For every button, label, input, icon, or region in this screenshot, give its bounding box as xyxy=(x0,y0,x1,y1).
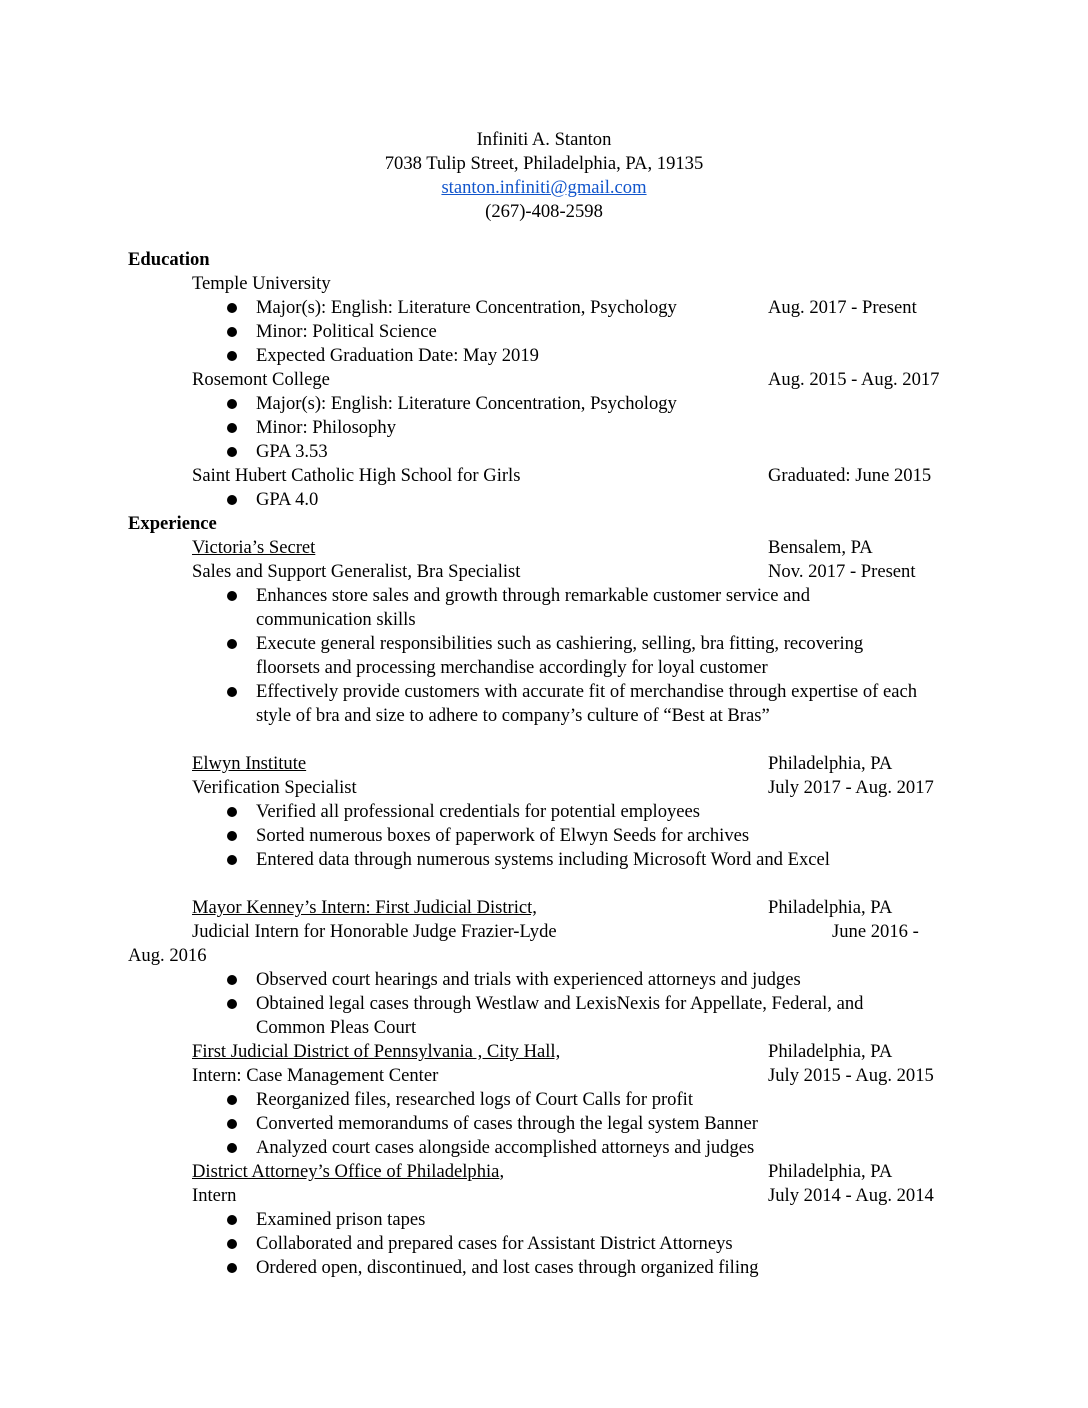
applicant-name: Infiniti A. Stanton xyxy=(476,129,612,150)
school-name: Rosemont College xyxy=(192,369,330,390)
applicant-phone: (267)-408-2598 xyxy=(485,201,603,222)
job-duty: Collaborated and prepared cases for Assistant District Attorneys xyxy=(256,1233,733,1254)
job-title: Judicial Intern for Honorable Judge Frazier-Lyde xyxy=(192,921,557,942)
school-detail: Major(s): English: Literature Concentration, Psychology xyxy=(256,297,677,318)
bullet-icon xyxy=(227,447,237,457)
bullet-icon xyxy=(227,1215,237,1225)
job-location: Philadelphia, PA xyxy=(768,753,893,774)
employer-name: Mayor Kenney’s Intern: First Judicial District, xyxy=(192,897,537,918)
bullet-icon xyxy=(227,1095,237,1105)
school-name: Temple University xyxy=(192,273,331,294)
job-date-start: June 2016 - xyxy=(832,921,919,942)
school-date: Graduated: June 2015 xyxy=(768,465,932,486)
job-title: Intern xyxy=(192,1185,237,1206)
job-location: Philadelphia, PA xyxy=(768,1041,893,1062)
job-duty: Effectively provide customers with accurate fit of merchandise through expertise of each xyxy=(256,681,918,702)
bullet-icon xyxy=(227,1143,237,1153)
bullet-icon xyxy=(227,999,237,1009)
job-date: July 2017 - Aug. 2017 xyxy=(768,777,934,798)
job-duty-continued: communication skills xyxy=(256,609,416,630)
bullet-icon xyxy=(227,831,237,841)
job-duty: Enhances store sales and growth through remarkable customer service and xyxy=(256,585,810,606)
employer-suffix: , xyxy=(499,1161,505,1182)
job-title: Verification Specialist xyxy=(192,777,357,798)
employer-name: Victoria’s Secret xyxy=(192,537,316,558)
bullet-icon xyxy=(227,399,237,409)
bullet-icon xyxy=(227,639,237,649)
school-date: Aug. 2015 - Aug. 2017 xyxy=(768,369,940,390)
job-duty: Reorganized files, researched logs of Court Calls for profit xyxy=(256,1089,693,1110)
school-detail: Minor: Philosophy xyxy=(256,417,396,438)
job-duty: Entered data through numerous systems including Microsoft Word and Excel xyxy=(256,849,830,870)
job-duty: Converted memorandums of cases through the legal system Banner xyxy=(256,1113,758,1134)
school-detail: GPA 4.0 xyxy=(256,489,319,510)
job-duty: Execute general responsibilities such as cashiering, selling, bra fitting, recovering xyxy=(256,633,864,654)
bullet-icon xyxy=(227,1119,237,1129)
bullet-icon xyxy=(227,327,237,337)
job-date: July 2014 - Aug. 2014 xyxy=(768,1185,934,1206)
bullet-icon xyxy=(227,423,237,433)
job-title: Intern: Case Management Center xyxy=(192,1065,439,1086)
bullet-icon xyxy=(227,351,237,361)
school-date: Aug. 2017 - Present xyxy=(768,297,917,318)
job-duty-continued: floorsets and processing merchandise accordingly for loyal customer xyxy=(256,657,768,678)
job-date-end: Aug. 2016 xyxy=(128,945,207,966)
employer-name: First Judicial District of Pennsylvania , City Hall, xyxy=(192,1041,561,1062)
bullet-icon xyxy=(227,975,237,985)
job-duty: Analyzed court cases alongside accomplished attorneys and judges xyxy=(256,1137,755,1158)
applicant-address: 7038 Tulip Street, Philadelphia, PA, 19135 xyxy=(384,153,704,174)
employer-name: District Attorney’s Office of Philadelphia xyxy=(192,1161,500,1182)
experience-heading: Experience xyxy=(128,513,217,534)
job-date: July 2015 - Aug. 2015 xyxy=(768,1065,934,1086)
employer-name-row xyxy=(192,1160,504,1184)
job-duty: Ordered open, discontinued, and lost cases through organized filing xyxy=(256,1257,759,1278)
job-date: Nov. 2017 - Present xyxy=(768,561,916,582)
school-detail: Major(s): English: Literature Concentration, Psychology xyxy=(256,393,677,414)
school-detail: GPA 3.53 xyxy=(256,441,328,462)
school-detail: Expected Graduation Date: May 2019 xyxy=(256,345,539,366)
bullet-icon xyxy=(227,1239,237,1249)
applicant-email-row xyxy=(0,176,1088,200)
email-link[interactable]: stanton.infiniti@gmail.com xyxy=(441,177,647,198)
job-location: Philadelphia, PA xyxy=(768,1161,893,1182)
job-duty-continued: Common Pleas Court xyxy=(256,1017,417,1038)
job-title: Sales and Support Generalist, Bra Specialist xyxy=(192,561,521,582)
job-duty-continued: style of bra and size to adhere to company’s culture of “Best at Bras” xyxy=(256,705,770,726)
job-duty: Examined prison tapes xyxy=(256,1209,426,1230)
job-duty: Obtained legal cases through Westlaw and LexisNexis for Appellate, Federal, and xyxy=(256,993,864,1014)
bullet-icon xyxy=(227,495,237,505)
bullet-icon xyxy=(227,807,237,817)
bullet-icon xyxy=(227,687,237,697)
job-duty: Sorted numerous boxes of paperwork of Elwyn Seeds for archives xyxy=(256,825,750,846)
bullet-icon xyxy=(227,1263,237,1273)
education-heading: Education xyxy=(128,249,210,270)
school-detail: Minor: Political Science xyxy=(256,321,437,342)
bullet-icon xyxy=(227,303,237,313)
job-duty: Verified all professional credentials for potential employees xyxy=(256,801,701,822)
bullet-icon xyxy=(227,855,237,865)
job-duty: Observed court hearings and trials with experienced attorneys and judges xyxy=(256,969,801,990)
bullet-icon xyxy=(227,591,237,601)
job-location: Philadelphia, PA xyxy=(768,897,893,918)
employer-name: Elwyn Institute xyxy=(192,753,307,774)
job-location: Bensalem, PA xyxy=(768,537,873,558)
school-name: Saint Hubert Catholic High School for Girls xyxy=(192,465,521,486)
